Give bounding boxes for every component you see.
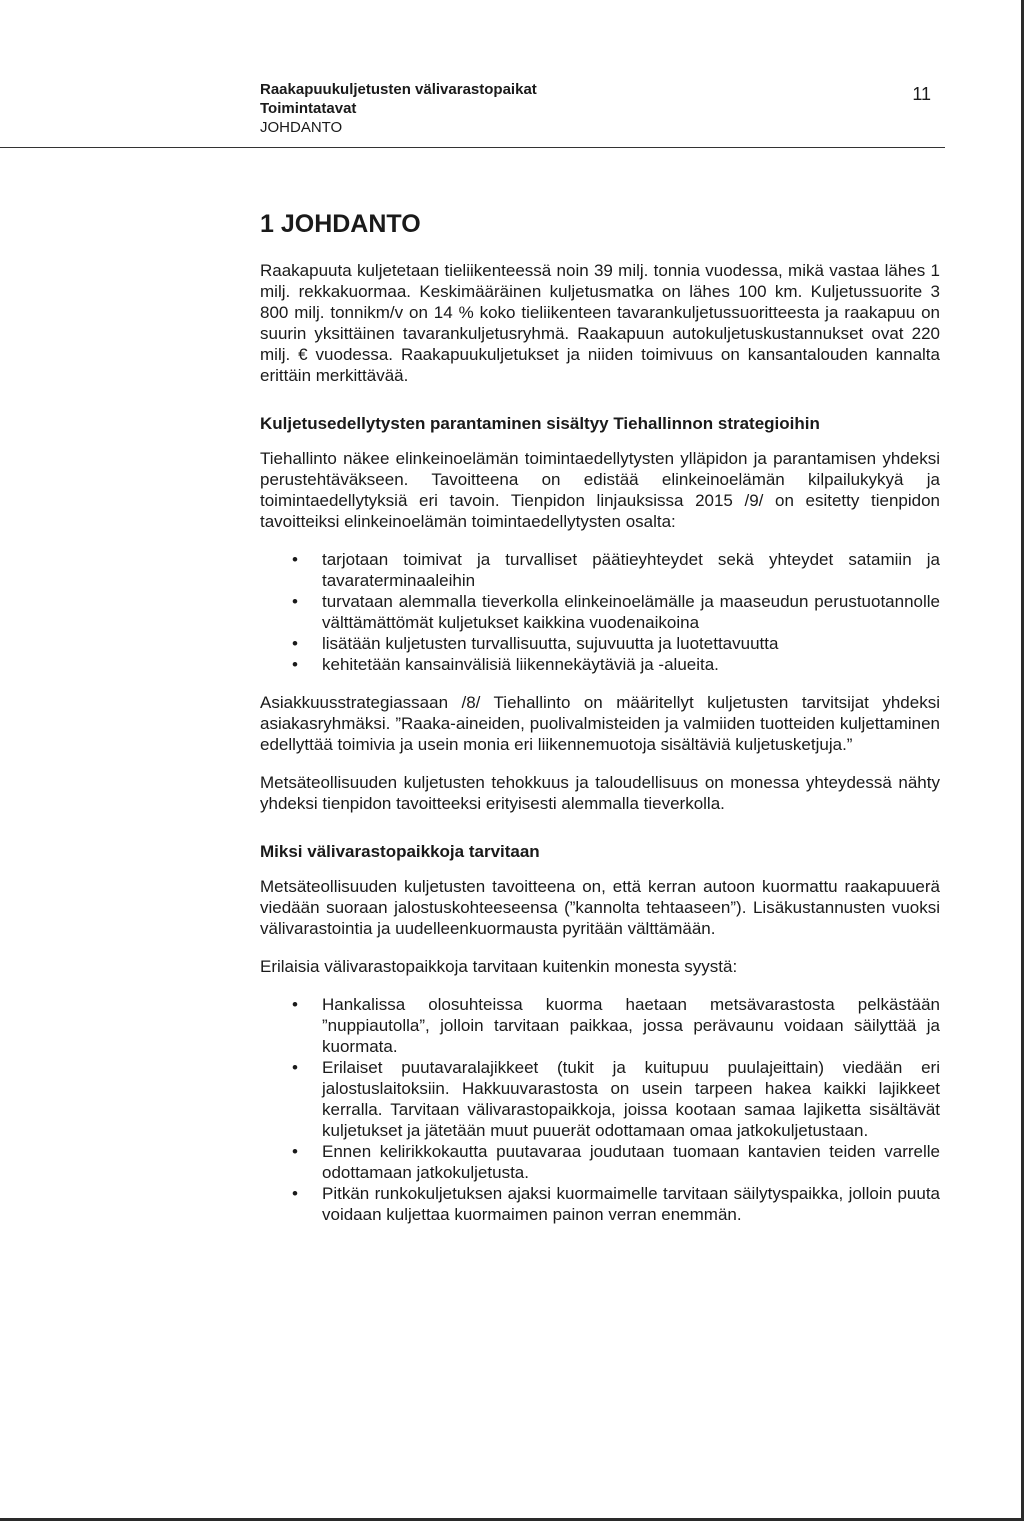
bullet-icon: • xyxy=(292,1142,298,1161)
paragraph: Metsäteollisuuden kuljetusten tavoitteena on, että kerran autoon kuormattu raakapuuerä viedään suoraan jalostuskohteeseensa (”kannolta tehtaaseen”). Lisäkustannusten vuoksi välivarastointia ja uudelleenkuormausta pyritään välttämään. xyxy=(260,877,940,938)
bullet-icon: • xyxy=(292,655,298,674)
paragraph: Erilaisia välivarastopaikkoja tarvitaan kuitenkin monesta syystä: xyxy=(260,957,738,976)
list-item: • Erilaiset puutavaralajikkeet (tukit ja kuitupuu puulajeittain) viedään eri jalostuslaitoksiin. Hakkuuvarastosta on usein tarpeen hakea kaikki lajikkeet kerralla. Tarvitaan välivarastopaikkoja, joissa kootaan samaa lajiketta sisältävät kuljetukset ja jätetään muut puuerät odottamaan omaa jatkokuljetustaan. xyxy=(292,1058,940,1140)
paragraph: Metsäteollisuuden kuljetusten tehokkuus ja taloudellisuus on monessa yhteydessä nähty yhdeksi tienpidon tavoitteeksi erityisesti alemmalla tieverkolla. xyxy=(260,773,940,813)
bullet-list xyxy=(260,994,940,1225)
header-rule xyxy=(0,147,945,148)
chapter-heading: 1 JOHDANTO xyxy=(260,210,421,238)
bullet-icon: • xyxy=(292,634,298,653)
list-item: • Hankalissa olosuhteissa kuorma haetaan metsävarastosta pelkästään ”nuppiautolla”, jolloin tarvitaan paikkaa, jossa perävaunu voidaan säilyttää ja kuormata. xyxy=(292,995,940,1056)
bullet-icon: • xyxy=(292,995,298,1014)
main-content xyxy=(260,208,940,1242)
list-item: • Pitkän runkokuljetuksen ajaksi kuormaimelle tarvitaan säilytyspaikka, jolloin puuta voidaan kuljettaa kuormaimen painon verran enemmän. xyxy=(292,1184,940,1224)
bullet-icon: • xyxy=(292,1184,298,1203)
bullet-icon: • xyxy=(292,550,298,569)
header-section: JOHDANTO xyxy=(260,119,343,136)
section-heading-strategies: Kuljetusedellytysten parantaminen sisältyy Tiehallinnon strategioihin xyxy=(260,414,820,433)
list-item: • turvataan alemmalla tieverkolla elinkeinoelämälle ja maaseudun perustuotannolle välttämättömät kuljetukset kaikkina vuodenaikoina xyxy=(292,592,940,632)
list-item: • kehitetään kansainvälisiä liikennekäytäviä ja -alueita. xyxy=(292,655,719,674)
page-number: 11 xyxy=(912,84,931,104)
list-item: • Ennen kelirikkokautta puutavaraa joudutaan tuomaan kantavien teiden varrelle odottamaan jatkokuljetusta. xyxy=(292,1142,940,1182)
running-header xyxy=(260,80,945,137)
bullet-list xyxy=(260,549,940,675)
list-item: • lisätään kuljetusten turvallisuutta, sujuvuutta ja luotettavuutta xyxy=(292,634,779,653)
section-heading-why: Miksi välivarastopaikkoja tarvitaan xyxy=(260,842,540,861)
header-title: Raakapuukuljetusten välivarastopaikat xyxy=(260,81,537,98)
intro-paragraph: Raakapuuta kuljetetaan tieliikenteessä noin 39 milj. tonnia vuodessa, mikä vastaa lähes 1 milj. rekkakuormaa. Keskimääräinen kuljetusmatka on lähes 100 km. Kuljetussuorite 3 800 milj. tonnikm/v on 14 % koko tieliikenteen tavarankuljetussuoritteesta ja raakapuu on suurin yksittäinen tavarankuljetusryhmä. Raakapuun autokuljetuskustannukset ovat 220 milj. € vuodessa. Raakapuukuljetukset ja niiden toimivuus on kansantalouden kannalta erittäin merkittävää. xyxy=(260,261,940,385)
paragraph: Tiehallinto näkee elinkeinoelämän toimintaedellytysten ylläpidon ja parantamisen yhdeksi perustehtäväkseen. Tavoitteena on edistää elinkeinoelämän kilpailukykyä ja toimintaedellytyksiä eri tavoin. Tienpidon linjauksissa 2015 /9/ on esitetty tienpidon tavoitteiksi elinkeinoelämän toimintaedellytysten osalta: xyxy=(260,449,940,531)
paragraph: Asiakkuusstrategiassaan /8/ Tiehallinto on määritellyt kuljetusten tarvitsijat yhdeksi asiakasryhmäksi. ”Raaka-aineiden, puolivalmisteiden ja valmiiden tuotteiden kuljettaminen edellyttää toimivia ja usein monia eri liikennemuotoja sisältäviä kuljetusketjuja.” xyxy=(260,693,940,754)
bullet-icon: • xyxy=(292,592,298,611)
list-item: • tarjotaan toimivat ja turvalliset päätieyhteydet sekä yhteydet satamiin ja tavaraterminaaleihin xyxy=(292,550,940,590)
header-subtitle: Toimintatavat xyxy=(260,100,357,117)
bullet-icon: • xyxy=(292,1058,298,1077)
